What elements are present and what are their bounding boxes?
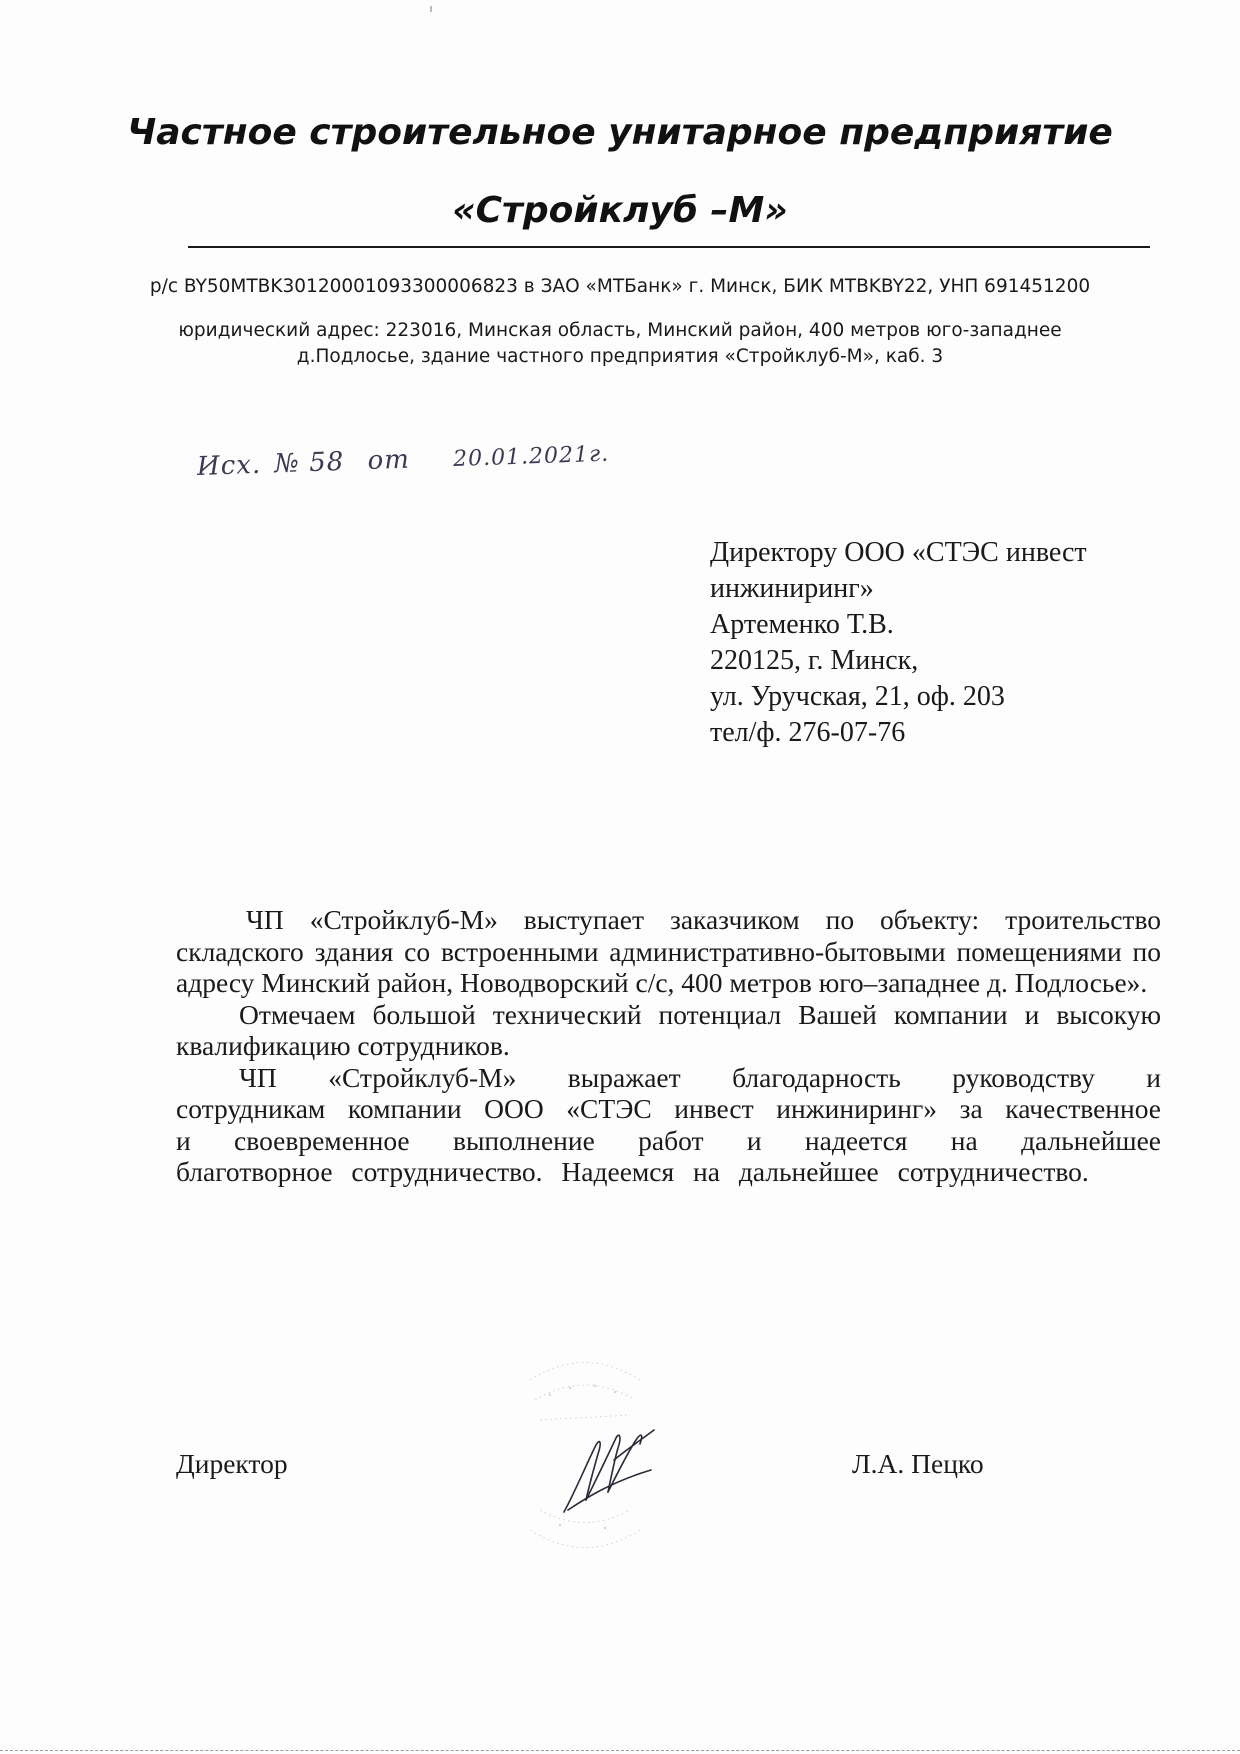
outgoing-from-word: от: [367, 444, 411, 477]
header-divider: [188, 246, 1150, 248]
legal-address-line1: юридический адрес: 223016, Минская область, Минский район, 400 метров юго-западнее: [178, 320, 1062, 341]
body-paragraph: ЧП «Стройклуб-М» выступает заказчиком по объекту: троительство складского здания со встроенными административно-бытовыми помещениями по адресу Минский район, Новодворский с/с, 400 метров юго–западнее д. Подлосье».: [176, 904, 1161, 998]
outgoing-date: 20.01.2021г.: [452, 441, 610, 473]
legal-address-line2: д.Подлосье, здание частного предприятия «Стройклуб-М», каб. 3: [296, 346, 944, 367]
scan-edge: [0, 1750, 1240, 1751]
outgoing-number-handwritten: [196, 438, 609, 482]
body-paragraph: ЧП «Стройклуб-М» выражает благодарность руководству и сотрудникам компании ООО «СТЭС инвест инжиниринг» за качественное и своевременное выполнение работ и надеется на дальнейшее благотворное сотрудничество. Надеемся на дальнейшее сотрудничество.: [176, 1061, 1161, 1187]
signatory-name: Л.А. Пецко: [852, 1448, 984, 1479]
recipient-line: Директору ООО «СТЭС инвест: [710, 537, 1087, 568]
company-title-line1: Частное строительное унитарное предприятие: [127, 112, 1113, 153]
recipient-line: тел/ф. 276-07-76: [710, 717, 906, 748]
scan-mark: [430, 6, 432, 12]
recipient-line: 220125, г. Минск,: [710, 645, 919, 676]
recipient-line: Артеменко Т.В.: [710, 609, 894, 640]
bank-requisites: р/с BY50MTBK30120001093300006823 в ЗАО «МТБанк» г. Минск, БИК MTBKBY22, УНП 691451200: [149, 276, 1091, 297]
signatory-role: Директор: [176, 1448, 288, 1479]
recipient-line: ул. Уручская, 21, оф. 203: [710, 681, 1005, 712]
handwritten-signature-icon: [556, 1420, 666, 1520]
outgoing-prefix: Исх.: [196, 449, 262, 482]
body-paragraph: Отмечаем большой технический потенциал Вашей компании и высокую квалификацию сотрудников.: [176, 998, 1161, 1061]
outgoing-number: № 58: [273, 446, 345, 480]
recipient-line: инжиниринг»: [710, 573, 874, 604]
company-title-line2: «Стройклуб –М»: [452, 190, 788, 231]
recipient-block: [710, 535, 1170, 751]
letter-body: [176, 904, 1161, 1188]
